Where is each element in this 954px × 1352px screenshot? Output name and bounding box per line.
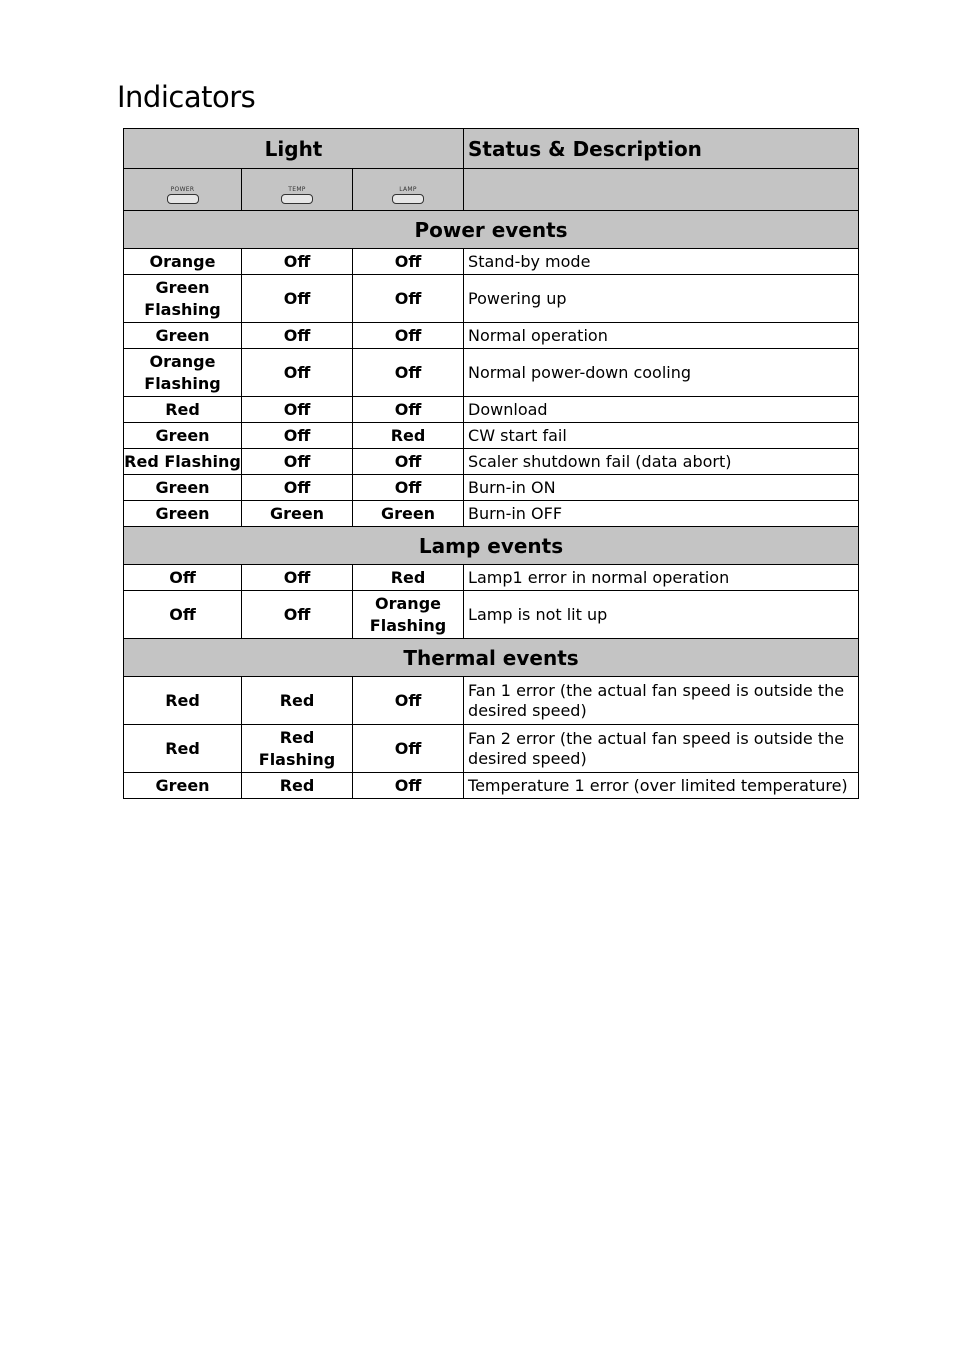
lamp-light-cell: Off [353,349,464,397]
lamp-light-cell: Green [353,501,464,527]
status-description-cell: Powering up [464,275,859,323]
status-description-cell: Download [464,397,859,423]
power-light-cell: Off [124,591,242,639]
table-row [124,423,859,449]
table-row [124,275,859,323]
table-row [124,449,859,475]
table-row [124,323,859,349]
temp-indicator-label: TEMP [288,185,306,193]
table-row [124,677,859,725]
power-light-cell: Red [124,677,242,725]
status-description-cell: CW start fail [464,423,859,449]
temp-light-cell: Off [242,275,353,323]
temp-light-cell: Off [242,397,353,423]
temp-indicator-cell [242,169,353,211]
lamp-light-cell: Red [353,565,464,591]
section-title: Thermal events [124,639,859,677]
status-description-cell: Burn-in OFF [464,501,859,527]
table-row [124,249,859,275]
temp-light-cell: Off [242,591,353,639]
temp-led-icon [281,194,313,204]
power-indicator-label: POWER [170,185,195,193]
power-led [167,186,199,204]
status-description-cell: Scaler shutdown fail (data abort) [464,449,859,475]
lamp-light-cell: Red [353,423,464,449]
table-header-row [124,129,859,169]
lamp-light-cell: Off [353,397,464,423]
power-indicator-cell [124,169,242,211]
status-description-cell: Temperature 1 error (over limited temperature) [464,773,859,799]
table-row [124,397,859,423]
power-led-icon [167,194,199,204]
section-header-row [124,211,859,249]
power-light-cell: Orange [124,249,242,275]
power-light-cell: Green [124,475,242,501]
lamp-light-cell: Off [353,323,464,349]
table-row [124,349,859,397]
lamp-light-cell: Off [353,249,464,275]
lamp-indicator-cell [353,169,464,211]
status-description-cell: Lamp is not lit up [464,591,859,639]
lamp-led-icon [392,194,424,204]
table-row [124,725,859,773]
power-light-cell: Off [124,565,242,591]
lamp-light-cell: Orange Flashing [353,591,464,639]
page-title: Indicators [117,80,256,114]
temp-light-cell: Red Flashing [242,725,353,773]
power-light-cell: Green [124,323,242,349]
lamp-light-cell: Off [353,677,464,725]
power-light-cell: Green [124,423,242,449]
lamp-light-cell: Off [353,475,464,501]
temp-led [281,186,313,204]
status-blank-cell [464,169,859,211]
status-description-cell: Fan 1 error (the actual fan speed is outside the desired speed) [464,677,859,725]
lamp-light-cell: Off [353,725,464,773]
power-light-cell: Red [124,397,242,423]
temp-light-cell: Off [242,349,353,397]
status-description-cell: Normal power-down cooling [464,349,859,397]
status-description-cell: Lamp1 error in normal operation [464,565,859,591]
lamp-light-cell: Off [353,449,464,475]
section-header-row [124,639,859,677]
status-description-cell: Normal operation [464,323,859,349]
temp-light-cell: Off [242,423,353,449]
indicators-table [123,128,859,799]
lamp-light-cell: Off [353,773,464,799]
power-light-cell: Green [124,773,242,799]
power-light-cell: Red [124,725,242,773]
lamp-led [392,186,424,204]
indicator-icons-row [124,169,859,211]
status-description-cell: Fan 2 error (the actual fan speed is outside the desired speed) [464,725,859,773]
power-light-cell: Orange Flashing [124,349,242,397]
lamp-light-cell: Off [353,275,464,323]
temp-light-cell: Red [242,773,353,799]
temp-light-cell: Off [242,475,353,501]
status-description-cell: Burn-in ON [464,475,859,501]
power-light-cell: Red Flashing [124,449,242,475]
section-title: Power events [124,211,859,249]
temp-light-cell: Green [242,501,353,527]
temp-light-cell: Off [242,449,353,475]
temp-light-cell: Off [242,323,353,349]
status-description-cell: Stand-by mode [464,249,859,275]
power-light-cell: Green [124,501,242,527]
table-row [124,591,859,639]
lamp-indicator-label: LAMP [399,185,417,193]
power-light-cell: Green Flashing [124,275,242,323]
temp-light-cell: Off [242,249,353,275]
table-row [124,565,859,591]
section-header-row [124,527,859,565]
table-row [124,475,859,501]
light-column-header: Light [124,129,464,169]
temp-light-cell: Off [242,565,353,591]
status-column-header: Status & Description [464,129,859,169]
table-row [124,501,859,527]
table-row [124,773,859,799]
temp-light-cell: Red [242,677,353,725]
section-title: Lamp events [124,527,859,565]
